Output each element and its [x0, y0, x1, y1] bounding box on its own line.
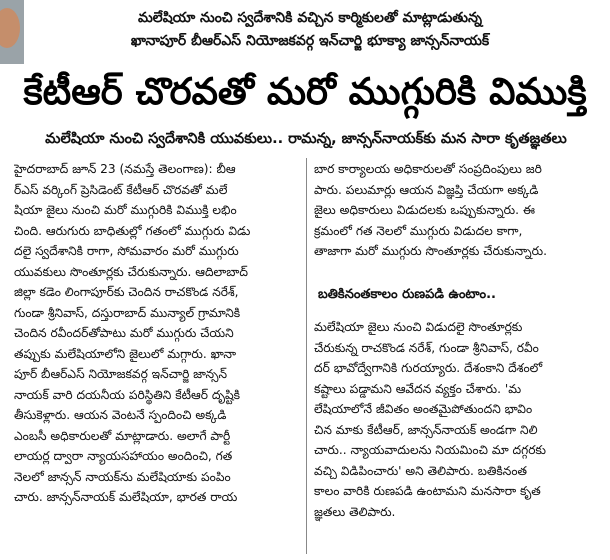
body-line: చారు. జాన్సన్‌నాయక్ మలేషియా, భారత రాయ [14, 490, 238, 504]
body-line: షియా జైలు నుంచి మరో ముగ్గురికి విముక్తి లభిం [14, 203, 237, 217]
body-line: లాయర్ల ద్వారా న్యాయసహాయం అందించి, గత [14, 449, 233, 463]
body-line: క్రమంలో గత నెలలో ముగ్గురు విడుదల కాగా, [314, 223, 523, 238]
person-photo [0, 8, 20, 48]
left-column [14, 159, 304, 508]
body-line: యువకులు సొంతూర్లకు చేరుకున్నారు. ఆదిలాబాద్ [14, 264, 248, 279]
body-line: చారు.. న్యాయవాదులను నియమించి మా దగ్గరకు [314, 443, 547, 457]
subhead: మలేషియా నుంచి స్వదేశానికి యువకులు.. రామన్న, జాన్సన్‌నాయక్‌కు మన సారా కృతజ్ఞతలు [45, 131, 567, 147]
body-line: బార కార్యాలయ అధికారులతో సంప్రదింపులు జరి [314, 162, 542, 176]
body-line: పారు. పలుమార్లు ఆయన విజ్ఞప్తి చేయగా అక్కడి [314, 182, 539, 197]
body-line: జిల్లా కడెం లింగాపూర్‌కు చెందిన రాచకొండ నరేశ్, [14, 285, 239, 299]
body-line: చింది. ఆరుగురు బాధితుల్లో గతంలో ముగ్గురు విడు [14, 223, 251, 238]
body-line: చేరుకున్న రాచకొండ నరేశ్, గుండా శ్రీనివాస్, రవీం [314, 340, 539, 355]
body-line: కష్టాలు పడ్డామని ఆవేదన వ్యక్తం చేశారు. 'మ [314, 381, 522, 396]
body-line: జైలు అధికారులు విడుదలకు ఒప్పుకున్నారు. ఈ [314, 203, 535, 217]
body-line: హైదరాబాద్ జూన్ 23 (నమస్తే తెలంగాణ): బీఆ [14, 162, 236, 176]
right-column-bottom [314, 317, 604, 522]
body-line: పూర్ బీఆర్ఎస్ నియోజకవర్గ ఇన్‌చార్జి జాన్సన్ [14, 367, 228, 381]
right-column-top [314, 159, 604, 262]
kicker-line-2: ఖానాపూర్ బీఆర్ఎస్ నియోజకవర్గ ఇన్‌చార్జి భూక్యా జాన్సన్‌నాయక్ [130, 33, 490, 49]
body-line: ర్ఎస్ వర్కింగ్ ప్రెసిడెంట్ కేటీఆర్ చొరవతో మలే [14, 182, 228, 197]
body-line: కాలం వారికి రుణపడి ఉంటామని మనసారా కృత [314, 484, 541, 498]
body-line: తాజాగా మరో ముగ్గురు సొంతూర్లకు చేరుకున్నారు. [314, 244, 547, 258]
kicker-line-1: మలేషియా నుంచి స్వదేశానికి వచ్చిన కార్మికులతో మాట్లాడుతున్న [137, 10, 483, 26]
body-line: లేషియాలోనే జీవితం అంతమైపోతుందని భావిం [314, 402, 533, 416]
section-heading: బతికినంతకాలం రుణపడి ఉంటాం.. [318, 287, 496, 302]
body-line: తప్పుకు మలేషియాలోని జైలులో మగ్గారు. ఖానా [14, 346, 237, 361]
body-line: వచ్చి విడిపించారు' అని తెలిపారు. బతికినంత [314, 463, 528, 478]
body-line: దర్ భావోద్వేగానికి గురయ్యారు. దేశంకాని దేశంలో [314, 361, 543, 375]
body-line: తీసుకెళ్లారు. ఆయన వెంటనే స్పందించి అక్కడి [14, 408, 227, 422]
body-line: జ్ఞతలు తెలిపారు. [314, 504, 396, 519]
photo-edge [0, 0, 24, 64]
column-divider [306, 158, 307, 554]
body-line: చిన మాకు కేటీఆర్, జాన్సన్‌నాయక్ అండగా నిలి [314, 422, 538, 437]
body-line: దలై స్వదేశానికి రాగా, సోమవారం మరో ముగ్గురు [14, 244, 239, 258]
body-line: గుండా శ్రీనివాస్, దస్తురాబాద్ మున్యాల్ గ్రామానికి [14, 305, 241, 320]
body-line: మలేషియా జైలు నుంచి విడుదలై సొంతూర్లకు [314, 320, 523, 334]
headline: కేటీఆర్ చొరవతో మరో ముగ్గురికి విముక్తి [23, 70, 587, 113]
body-line: చెందిన రవీందర్‌తోపాటు మరో ముగ్గురు చేయని [14, 326, 234, 340]
body-line: ఎంబసీ అధికారులతో మాట్లాడారు. అలాగే పార్టీ [14, 428, 231, 443]
body-line: నాయక్ వారి దయనీయ పరిస్థితిని కేటీఆర్ దృష్టికి [14, 387, 241, 402]
body-line: నెలలో జాన్సన్ నాయక్‌ను మలేషియాకు పంపిం [14, 469, 231, 484]
